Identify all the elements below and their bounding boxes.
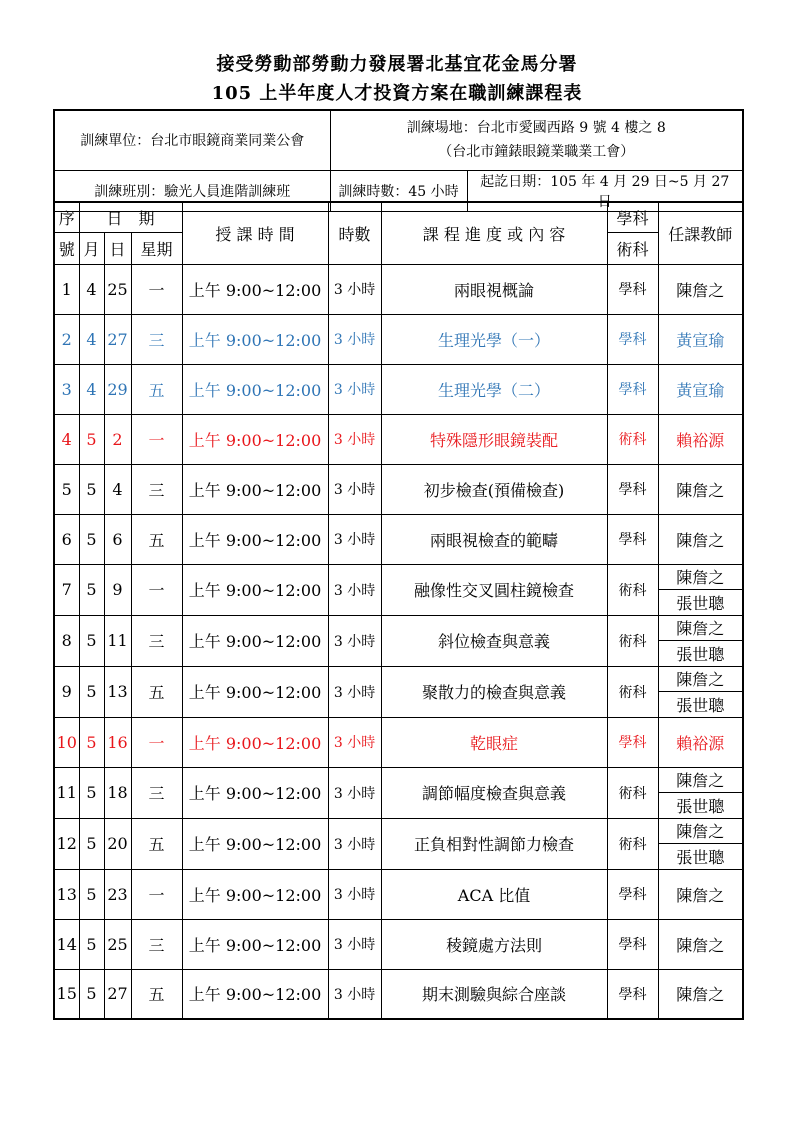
course-cell: 斜位檢查與意義: [381, 615, 607, 666]
course-cell: 生理光學（二）: [381, 364, 607, 414]
type-cell: 學科: [607, 464, 658, 514]
weekday-cell: 三: [131, 464, 182, 514]
type-cell: 術科: [607, 414, 658, 464]
month-cell: 4: [79, 364, 104, 414]
month-cell: 5: [79, 615, 104, 666]
hours-header: 時數: [328, 202, 381, 264]
month-cell: 4: [79, 314, 104, 364]
content-header: 課 程 進 度 或 內 容: [381, 202, 607, 264]
course-cell: 調節幅度檢查與意義: [381, 767, 607, 818]
seq-cell: 8: [54, 615, 79, 666]
course-cell: 生理光學（一）: [381, 314, 607, 364]
month-cell: 5: [79, 717, 104, 767]
teacher-name: 張世聰: [659, 640, 743, 666]
document-title: 接受勞動部勞動力發展署北基宜花金馬分署: [216, 54, 578, 75]
hours-cell: 3 小時: [328, 717, 381, 767]
teacher-cell: 陳詹之: [658, 264, 743, 314]
weekday-cell: 一: [131, 564, 182, 615]
table-row: [54, 414, 743, 464]
weekday-cell: 五: [131, 364, 182, 414]
teacher-name: 張世聰: [659, 843, 743, 869]
day-cell: 27: [104, 314, 131, 364]
day-cell: 16: [104, 717, 131, 767]
time-cell: 上午 9:00~12:00: [182, 264, 328, 314]
date-header: 日 期: [79, 202, 182, 232]
month-cell: 5: [79, 514, 104, 564]
teacher-cell: [658, 767, 743, 818]
time-cell: 上午 9:00~12:00: [182, 717, 328, 767]
time-cell: 上午 9:00~12:00: [182, 969, 328, 1019]
month-cell: 5: [79, 414, 104, 464]
seq-cell: 7: [54, 564, 79, 615]
month-cell: 5: [79, 919, 104, 969]
teacher-cell: [658, 818, 743, 869]
table-row: [54, 364, 743, 414]
seq-cell: 6: [54, 514, 79, 564]
day-cell: 13: [104, 666, 131, 717]
weekday-cell: 五: [131, 666, 182, 717]
day-cell: 9: [104, 564, 131, 615]
weekday-cell: 三: [131, 767, 182, 818]
table-row: [54, 264, 743, 314]
training-dates: 起訖日期：105 年 4 月 29 日~5 月 27 日: [467, 170, 743, 211]
weekday-cell: 三: [131, 615, 182, 666]
time-cell: 上午 9:00~12:00: [182, 314, 328, 364]
hours-cell: 3 小時: [328, 264, 381, 314]
weekday-cell: 一: [131, 869, 182, 919]
seq-header-2: 號: [54, 232, 79, 264]
table-row: [54, 919, 743, 969]
hours-cell: 3 小時: [328, 969, 381, 1019]
course-cell: 期末測驗與綜合座談: [381, 969, 607, 1019]
training-class: 訓練班別：驗光人員進階訓練班: [54, 170, 330, 211]
time-header: 授 課 時 間: [182, 202, 328, 264]
seq-cell: 10: [54, 717, 79, 767]
training-unit: 訓練單位：台北市眼鏡商業同業公會: [54, 110, 330, 170]
info-table: [53, 109, 744, 212]
teacher-name: 張世聰: [659, 589, 743, 615]
type-cell: 術科: [607, 818, 658, 869]
hours-cell: 3 小時: [328, 818, 381, 869]
type-header-academic: 學科: [607, 202, 658, 232]
seq-cell: 13: [54, 869, 79, 919]
month-cell: 5: [79, 818, 104, 869]
weekday-header: 星期: [131, 232, 182, 264]
type-cell: 學科: [607, 869, 658, 919]
hours-cell: 3 小時: [328, 564, 381, 615]
day-cell: 27: [104, 969, 131, 1019]
type-cell: 學科: [607, 514, 658, 564]
type-cell: 學科: [607, 969, 658, 1019]
hours-cell: 3 小時: [328, 514, 381, 564]
month-cell: 4: [79, 264, 104, 314]
type-cell: 術科: [607, 615, 658, 666]
hours-cell: 3 小時: [328, 615, 381, 666]
teacher-cell: 陳詹之: [658, 869, 743, 919]
table-row: [54, 514, 743, 564]
type-cell: 學科: [607, 364, 658, 414]
day-cell: 25: [104, 919, 131, 969]
teacher-cell: 陳詹之: [658, 969, 743, 1019]
day-cell: 18: [104, 767, 131, 818]
seq-cell: 11: [54, 767, 79, 818]
teacher-name: 陳詹之: [676, 771, 725, 791]
month-cell: 5: [79, 564, 104, 615]
course-cell: 兩眼視檢查的範疇: [381, 514, 607, 564]
seq-cell: 5: [54, 464, 79, 514]
table-row: [54, 969, 743, 1019]
teacher-cell: 賴裕源: [658, 717, 743, 767]
time-cell: 上午 9:00~12:00: [182, 919, 328, 969]
time-cell: 上午 9:00~12:00: [182, 414, 328, 464]
teacher-cell: 陳詹之: [658, 464, 743, 514]
table-row: [54, 314, 743, 364]
teacher-cell: 陳詹之: [658, 514, 743, 564]
weekday-cell: 一: [131, 717, 182, 767]
time-cell: 上午 9:00~12:00: [182, 514, 328, 564]
teacher-name: 陳詹之: [676, 670, 725, 690]
type-cell: 學科: [607, 264, 658, 314]
course-cell: 正負相對性調節力檢查: [381, 818, 607, 869]
month-header: 月: [79, 232, 104, 264]
course-cell: 乾眼症: [381, 717, 607, 767]
training-venue-note: （台北市鐘錶眼鏡業職業工會）: [438, 144, 635, 161]
day-cell: 29: [104, 364, 131, 414]
type-cell: 術科: [607, 767, 658, 818]
seq-cell: 3: [54, 364, 79, 414]
teacher-name: 陳詹之: [676, 568, 725, 588]
weekday-cell: 三: [131, 919, 182, 969]
hours-cell: 3 小時: [328, 364, 381, 414]
teacher-header: 任課教師: [658, 202, 743, 264]
table-row: [54, 666, 743, 717]
course-cell: 初步檢查(預備檢查): [381, 464, 607, 514]
teacher-cell: 賴裕源: [658, 414, 743, 464]
time-cell: 上午 9:00~12:00: [182, 615, 328, 666]
table-row: [54, 615, 743, 666]
type-cell: 學科: [607, 314, 658, 364]
hours-cell: 3 小時: [328, 767, 381, 818]
time-cell: 上午 9:00~12:00: [182, 818, 328, 869]
table-row: [54, 717, 743, 767]
time-cell: 上午 9:00~12:00: [182, 767, 328, 818]
document-subtitle: 105 上半年度人才投資方案在職訓練課程表: [211, 83, 583, 104]
seq-cell: 1: [54, 264, 79, 314]
table-row: [54, 564, 743, 615]
type-cell: 學科: [607, 717, 658, 767]
seq-header: 序: [54, 202, 79, 232]
hours-cell: 3 小時: [328, 666, 381, 717]
hours-cell: 3 小時: [328, 869, 381, 919]
hours-cell: 3 小時: [328, 314, 381, 364]
teacher-cell: 黃宣瑜: [658, 364, 743, 414]
type-cell: 術科: [607, 564, 658, 615]
seq-cell: 14: [54, 919, 79, 969]
time-cell: 上午 9:00~12:00: [182, 464, 328, 514]
course-cell: ACA 比值: [381, 869, 607, 919]
teacher-cell: [658, 666, 743, 717]
day-cell: 25: [104, 264, 131, 314]
month-cell: 5: [79, 464, 104, 514]
month-cell: 5: [79, 869, 104, 919]
time-cell: 上午 9:00~12:00: [182, 564, 328, 615]
day-cell: 6: [104, 514, 131, 564]
weekday-cell: 三: [131, 314, 182, 364]
teacher-name: 陳詹之: [676, 619, 725, 639]
weekday-cell: 一: [131, 414, 182, 464]
teacher-cell: [658, 615, 743, 666]
day-header: 日: [104, 232, 131, 264]
month-cell: 5: [79, 666, 104, 717]
seq-cell: 4: [54, 414, 79, 464]
seq-cell: 15: [54, 969, 79, 1019]
day-cell: 11: [104, 615, 131, 666]
table-row: [54, 869, 743, 919]
course-cell: 聚散力的檢查與意義: [381, 666, 607, 717]
type-header-practical: 術科: [607, 232, 658, 264]
table-row: [54, 767, 743, 818]
weekday-cell: 五: [131, 514, 182, 564]
hours-cell: 3 小時: [328, 464, 381, 514]
month-cell: 5: [79, 969, 104, 1019]
teacher-name: 張世聰: [659, 792, 743, 818]
course-cell: 兩眼視概論: [381, 264, 607, 314]
course-cell: 特殊隱形眼鏡裝配: [381, 414, 607, 464]
day-cell: 20: [104, 818, 131, 869]
table-row: [54, 464, 743, 514]
weekday-cell: 五: [131, 818, 182, 869]
table-row: [54, 818, 743, 869]
hours-cell: 3 小時: [328, 414, 381, 464]
month-cell: 5: [79, 767, 104, 818]
time-cell: 上午 9:00~12:00: [182, 666, 328, 717]
training-venue: 訓練場地：台北市愛國西路 9 號 4 樓之 8: [406, 120, 666, 137]
day-cell: 23: [104, 869, 131, 919]
teacher-name: 張世聰: [659, 691, 743, 717]
course-cell: 稜鏡處方法則: [381, 919, 607, 969]
seq-cell: 2: [54, 314, 79, 364]
time-cell: 上午 9:00~12:00: [182, 364, 328, 414]
day-cell: 2: [104, 414, 131, 464]
schedule-table: [53, 201, 744, 1020]
weekday-cell: 一: [131, 264, 182, 314]
teacher-cell: 陳詹之: [658, 919, 743, 969]
hours-cell: 3 小時: [328, 919, 381, 969]
type-cell: 術科: [607, 666, 658, 717]
day-cell: 4: [104, 464, 131, 514]
type-cell: 學科: [607, 919, 658, 969]
teacher-cell: [658, 564, 743, 615]
training-venue-cell: [330, 110, 743, 170]
seq-cell: 9: [54, 666, 79, 717]
teacher-cell: 黃宣瑜: [658, 314, 743, 364]
seq-cell: 12: [54, 818, 79, 869]
course-cell: 融像性交叉圓柱鏡檢查: [381, 564, 607, 615]
training-hours: 訓練時數：45 小時: [330, 170, 467, 211]
time-cell: 上午 9:00~12:00: [182, 869, 328, 919]
teacher-name: 陳詹之: [676, 822, 725, 842]
weekday-cell: 五: [131, 969, 182, 1019]
